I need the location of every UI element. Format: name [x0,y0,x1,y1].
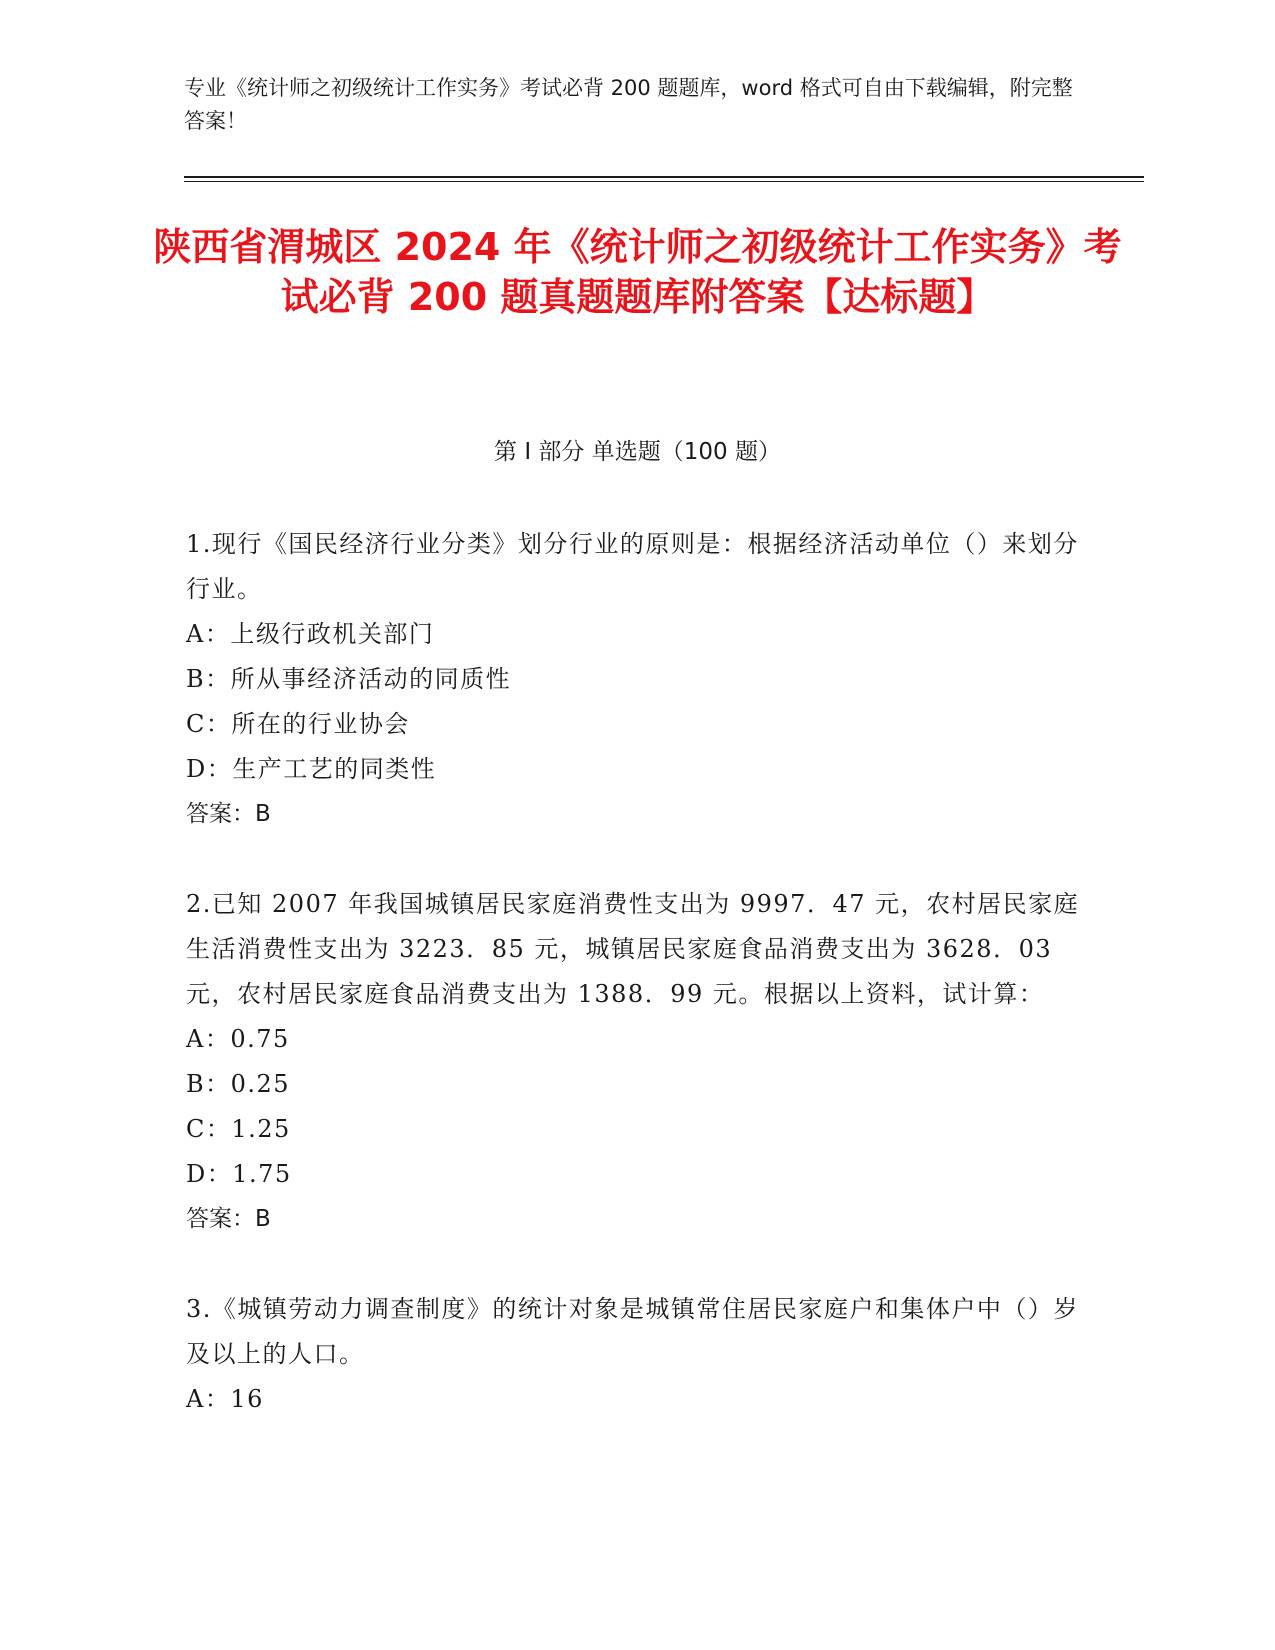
question-stem: 1.现行《国民经济行业分类》划分行业的原则是：根据经济活动单位（）来划分行业。 [186,530,1079,603]
section-heading: 第 I 部分 单选题（100 题） [494,439,781,465]
answer: 答案：B [186,801,271,827]
option-b: B：所从事经济活动的同质性 [186,665,512,693]
option-c: C：1.25 [186,1115,291,1143]
option-d: D：生产工艺的同类性 [186,755,437,783]
option-a: A：0.75 [186,1025,290,1053]
option-b: B：0.25 [186,1070,291,1098]
question-3 [186,1287,1086,1422]
answer: 答案：B [186,1206,271,1232]
option-a: A：16 [186,1385,264,1413]
option-a: A：上级行政机关部门 [186,620,435,648]
question-list [186,522,1086,1467]
document-title: 陕西省渭城区 2024 年《统计师之初级统计工作实务》考试必背 200 题真题题库附答案【达标题】 [153,225,1122,319]
header-divider-thin [184,181,1144,182]
question-stem: 2.已知 2007 年我国城镇居民家庭消费性支出为 9997．47 元，农村居民家庭生活消费性支出为 3223．85 元，城镇居民家庭食品消费支出为 3628．03 元，农村居民家庭食品消费支出为 1388．99 元。根据以上资料，试计算： [186,890,1080,1008]
header-divider-thick [184,176,1144,178]
option-c: C：所在的行业协会 [186,710,410,738]
option-d: D：1.75 [186,1160,292,1188]
question-stem: 3.《城镇劳动力调查制度》的统计对象是城镇常住居民家庭户和集体户中（）岁及以上的人口。 [186,1295,1079,1368]
question-1 [186,522,1086,837]
question-2 [186,882,1086,1242]
header-note: 专业《统计师之初级统计工作实务》考试必背 200 题题库，word 格式可自由下载编辑，附完整答案！ [184,76,1073,133]
